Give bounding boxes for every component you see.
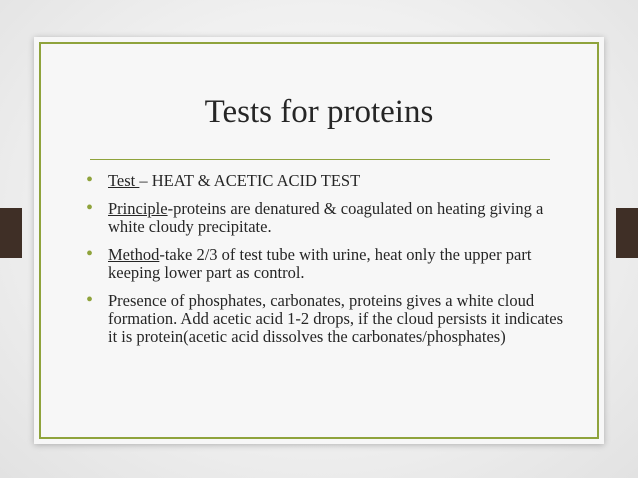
bullet-term: Principle	[108, 199, 168, 218]
bullet-item-method	[84, 243, 574, 282]
bullet-item-principle	[84, 197, 574, 236]
bullet-list	[84, 169, 574, 356]
bullet-item-test	[84, 169, 574, 191]
bullet-text: Presence of phosphates, carbonates, proteins gives a white cloud formation. Add acetic acid 1-2 drops, if the cloud persists it indicates it is protein(acetic acid dissolves the carbonates/phosphates)	[108, 291, 564, 346]
left-side-tab	[0, 208, 22, 258]
slide-title: Tests for proteins	[204, 94, 434, 130]
bullet-term: Method	[108, 245, 160, 264]
bullet-text: -take 2/3 of test tube with urine, heat only the upper part keeping lower part as control.	[108, 245, 532, 282]
bullet-term: Test	[108, 171, 140, 190]
bullet-text: -proteins are denatured & coagulated on heating giving a white cloudy precipitate.	[108, 199, 544, 236]
bullet-text: – HEAT & ACETIC ACID TEST	[139, 171, 361, 190]
bullet-icon: •	[86, 197, 94, 219]
title-divider	[90, 159, 550, 160]
bullet-icon: •	[86, 289, 94, 311]
bullet-item-presence	[84, 289, 574, 346]
slide-card	[34, 37, 604, 444]
bullet-icon: •	[86, 169, 94, 191]
right-side-tab	[616, 208, 638, 258]
bullet-icon: •	[86, 243, 94, 265]
